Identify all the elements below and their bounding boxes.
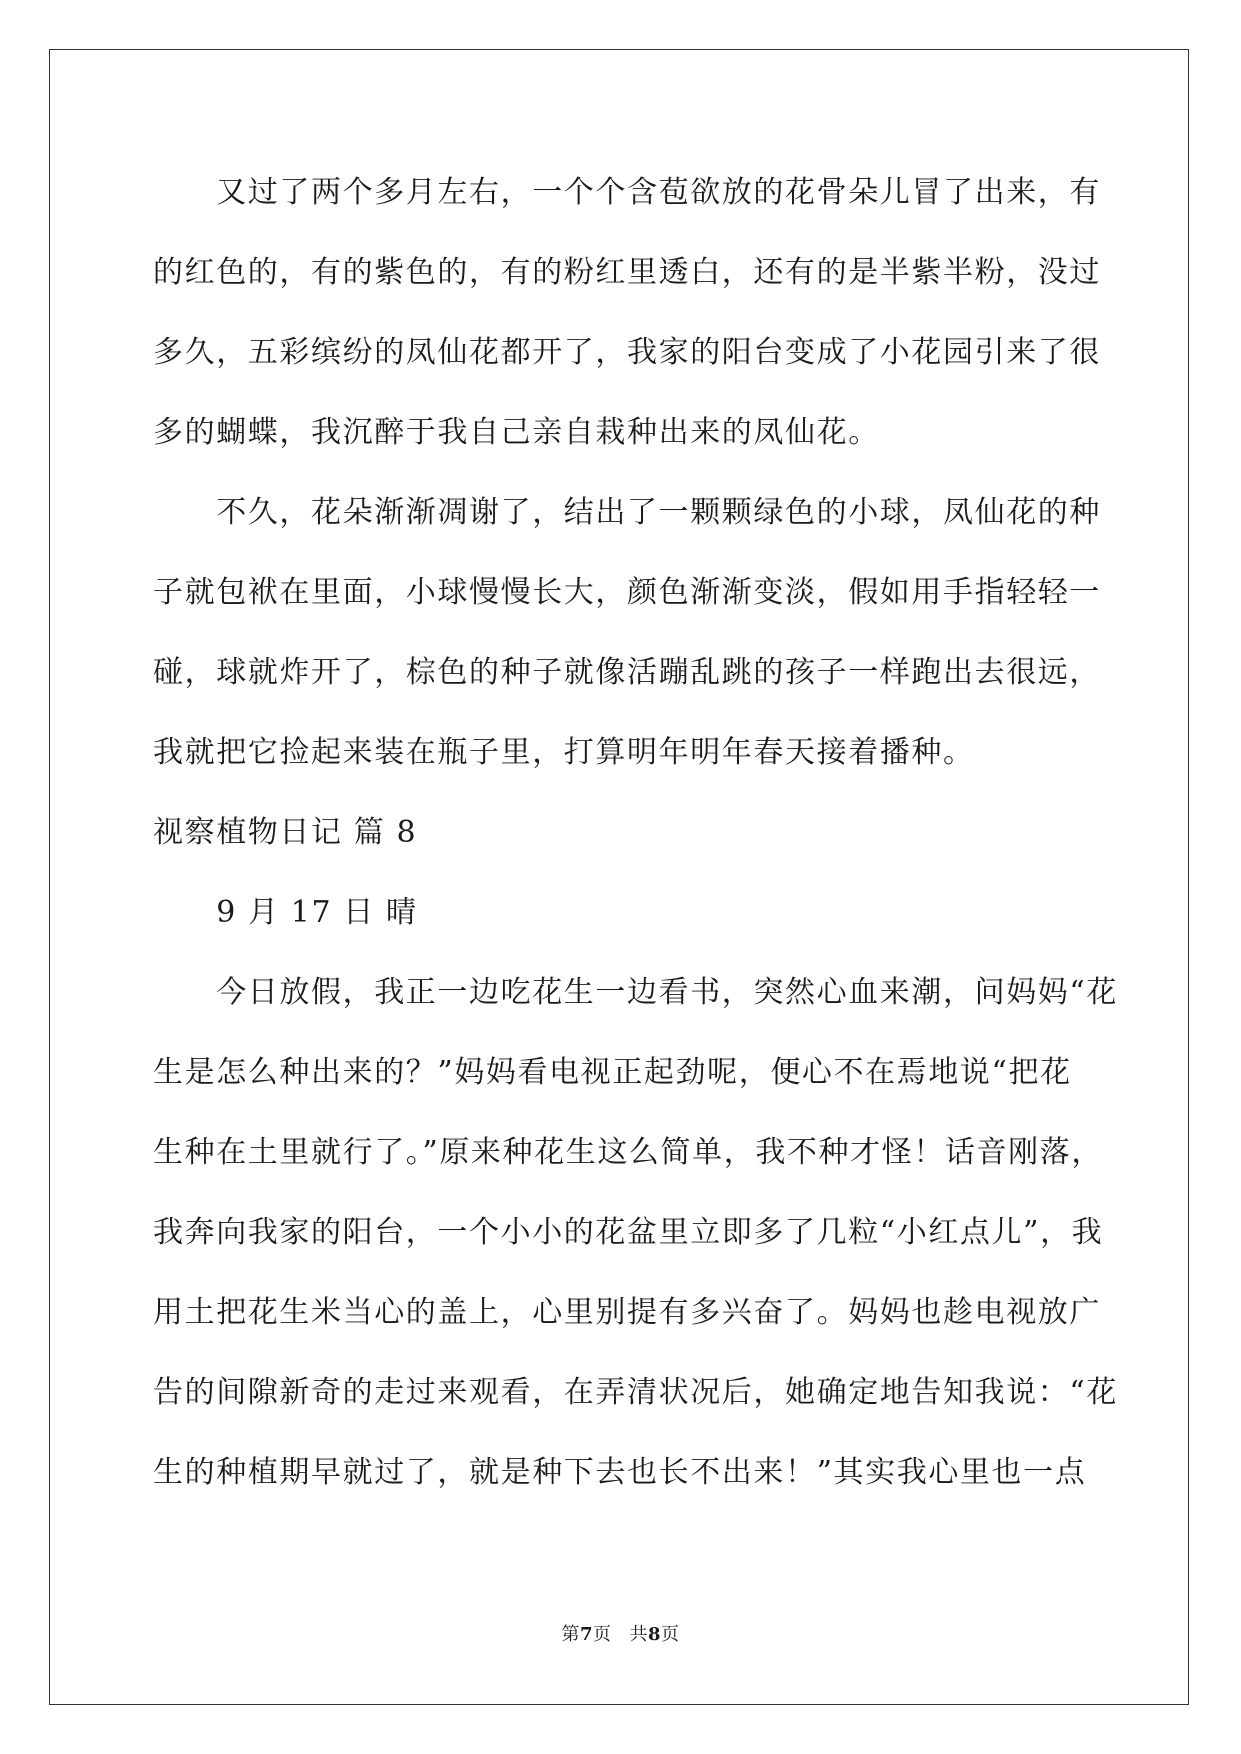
total-page-number: 8 xyxy=(648,1624,662,1645)
paragraph-line: 生是怎么种出来的？”妈妈看电视正起劲呢，便心不在焉地说“把花 xyxy=(153,1055,1072,1090)
paragraph-line: 我奔向我家的阳台，一个小小的花盆里立即多了几粒“小红点儿”，我 xyxy=(153,1215,1104,1250)
paragraph-line: 子就包袱在里面，小球慢慢长大，颜色渐渐变淡，假如用手指轻轻一 xyxy=(153,575,1101,610)
page-footer xyxy=(0,1623,1241,1647)
total-prefix: 共 xyxy=(629,1624,648,1645)
paragraph-line: 又过了两个多月左右，一个个含苞欲放的花骨朵儿冒了出来，有 xyxy=(153,175,1101,210)
total-unit: 页 xyxy=(661,1624,680,1645)
paragraph-line: 告的间隙新奇的走过来观看，在弄清状况后，她确定地告知我说：“花 xyxy=(153,1375,1118,1410)
paragraph-line: 多的蝴蝶，我沉醉于我自己亲自栽种出来的凤仙花。 xyxy=(153,415,880,450)
paragraph-line: 生种在土里就行了。”原来种花生这么简单，我不种才怪！话音刚落， xyxy=(153,1135,1103,1170)
paragraph-line: 碰，球就炸开了，棕色的种子就像活蹦乱跳的孩子一样跑出去很远， xyxy=(153,655,1101,690)
paragraph-line: 生的种植期早就过了，就是种下去也长不出来！”其实我心里也一点 xyxy=(153,1455,1087,1490)
current-page-number: 7 xyxy=(579,1624,593,1645)
paragraph-line: 我就把它捡起来装在瓶子里，打算明年明年春天接着播种。 xyxy=(153,735,975,770)
paragraph-line: 用土把花生米当心的盖上，心里别提有多兴奋了。妈妈也趁电视放广 xyxy=(153,1295,1101,1330)
paragraph-line: 不久，花朵渐渐凋谢了，结出了一颗颗绿色的小球，凤仙花的种 xyxy=(153,495,1101,530)
page-prefix: 第 xyxy=(561,1624,580,1645)
paragraph-line: 的红色的，有的紫色的，有的粉红里透白，还有的是半紫半粉，没过 xyxy=(153,255,1101,290)
section-heading: 视察植物日记 篇 8 xyxy=(153,815,418,850)
paragraph-line: 多久，五彩缤纷的凤仙花都开了，我家的阳台变成了小花园引来了很 xyxy=(153,335,1101,370)
paragraph-line: 今日放假，我正一边吃花生一边看书，突然心血来潮，问妈妈“花 xyxy=(153,975,1118,1010)
page-unit: 页 xyxy=(593,1624,612,1645)
diary-date-line: 9 月 17 日 晴 xyxy=(153,895,418,930)
